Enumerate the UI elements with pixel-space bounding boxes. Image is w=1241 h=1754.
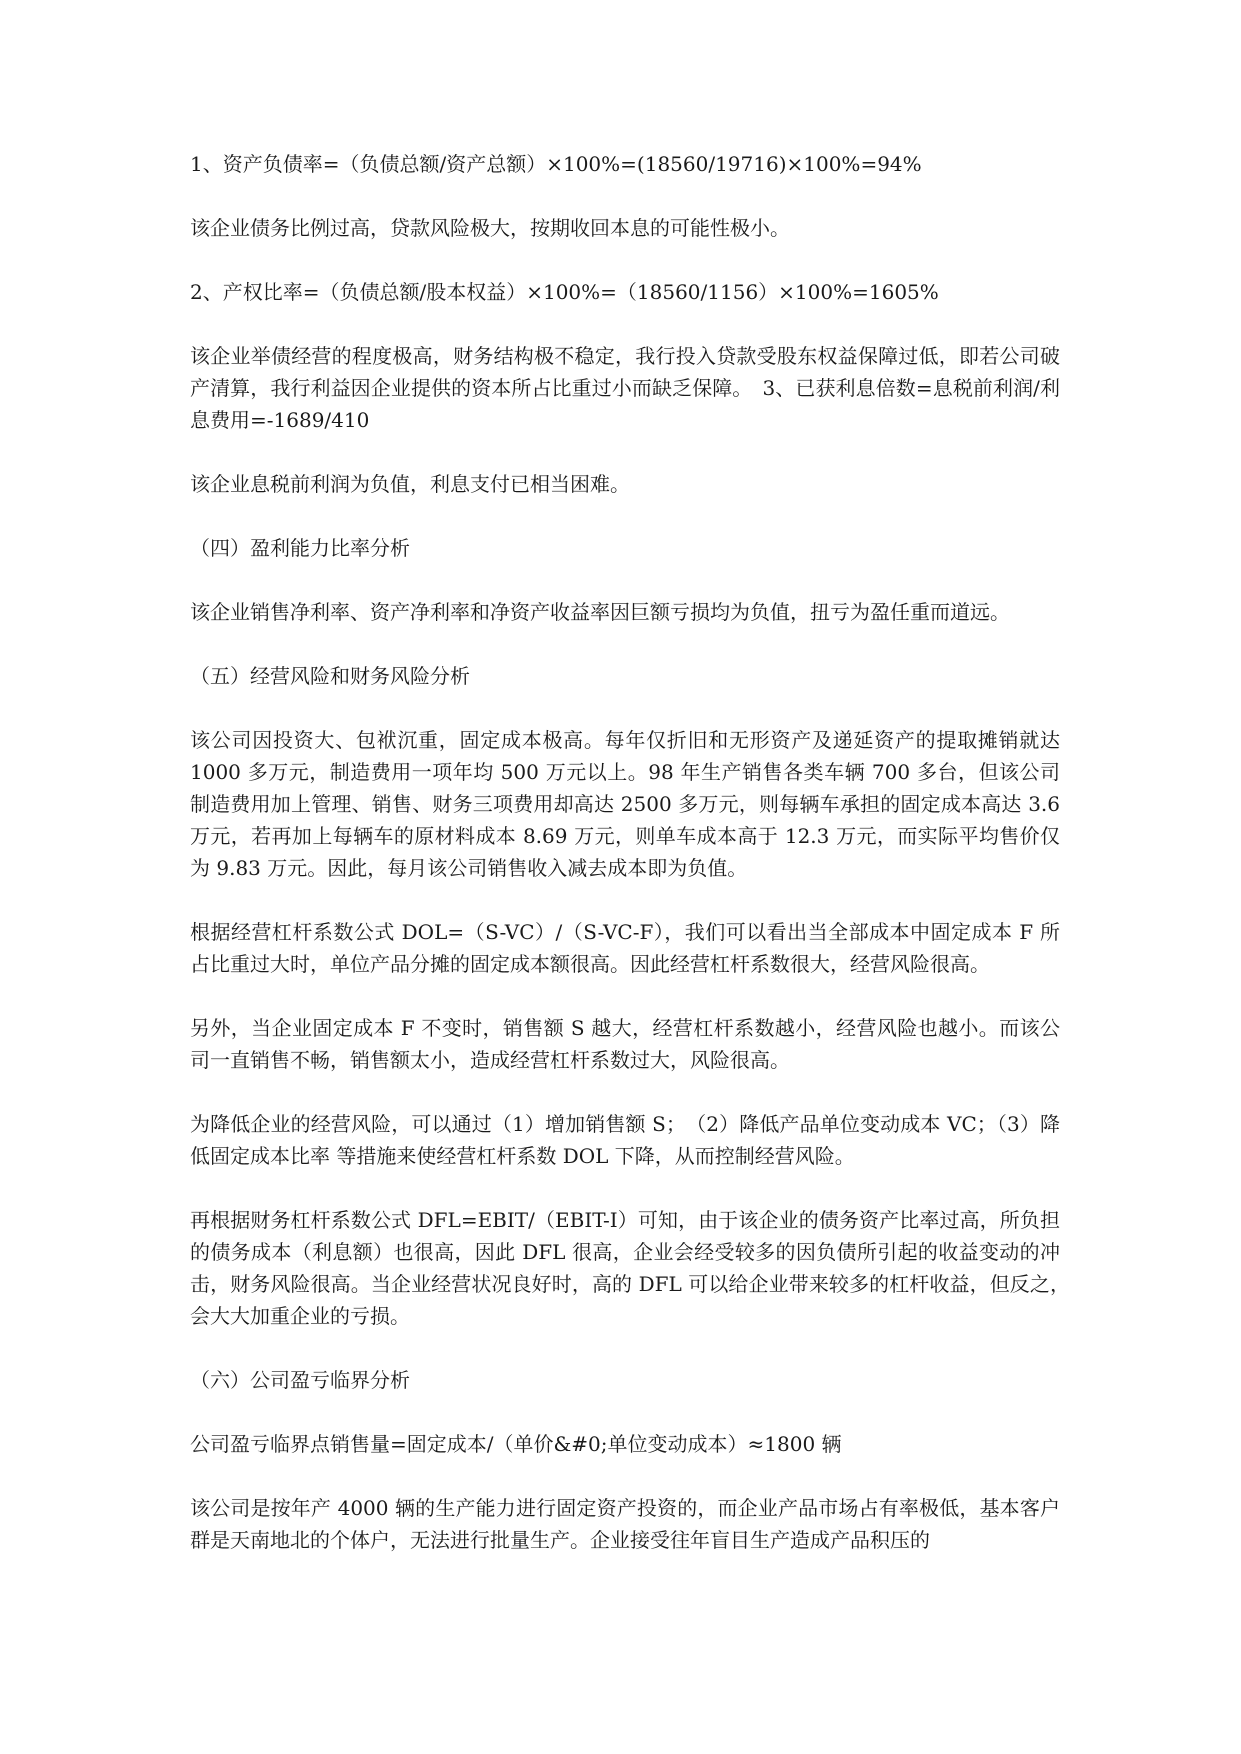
- paragraph-profitability: 该企业销售净利率、资产净利率和净资产收益率因巨额亏损均为负值，扭亏为盈任重而道远。: [190, 600, 1010, 624]
- section-heading-breakeven: （六）公司盈亏临界分析: [190, 1368, 410, 1392]
- paragraph-equity-ratio: 2、产权比率=（负债总额/股本权益）×100%=（18560/1156）×100%=1605%: [190, 280, 939, 304]
- paragraph-dol-explanation: 另外，当企业固定成本 F 不变时，销售额 S 越大，经营杠杆系数越小，经营风险也越小。而该公司一直销售不畅，销售额太小，造成经营杠杆系数过大，风险很高。: [190, 1016, 1060, 1072]
- paragraph-dol-formula: 根据经营杠杆系数公式 DOL=（S-VC）/（S-VC-F），我们可以看出当全部成本中固定成本 F 所占比重过大时，单位产品分摊的固定成本额很高。因此经营杠杆系数很大，经营风险很高。: [190, 920, 1060, 976]
- paragraph-breakeven-formula: 公司盈亏临界点销售量=固定成本/（单价&#0;单位变动成本）≈1800 辆: [190, 1432, 842, 1456]
- paragraph-reduce-risk: 为降低企业的经营风险，可以通过（1）增加销售额 S； （2）降低产品单位变动成本 VC；（3）降低固定成本比率 等措施来使经营杠杆系数 DOL 下降，从而控制经营风险。: [190, 1112, 1060, 1168]
- paragraph-debt-ratio-comment: 该企业债务比例过高，贷款风险极大，按期收回本息的可能性极小。: [190, 216, 790, 240]
- paragraph-fixed-cost: 该公司因投资大、包袱沉重，固定成本极高。每年仅折旧和无形资产及递延资产的提取摊销就达 1000 多万元，制造费用一项年均 500 万元以上。98 年生产销售各类车辆 700 多台，但该公司制造费用加上管理、销售、财务三项费用却高达 2500 多万元，则每辆车承担的固定成本高达 3.6 万元，若再加上每辆车的原材料成本 8.69 万元，则单车成本高于 12.3 万元，而实际平均售价仅为 9.83 万元。因此，每月该公司销售收入减去成本即为负值。: [190, 728, 1060, 880]
- paragraph-interest-comment: 该企业息税前利润为负值，利息支付已相当困难。: [190, 472, 630, 496]
- paragraph-equity-ratio-comment: 该企业举债经营的程度极高，财务结构极不稳定，我行投入贷款受股东权益保障过低，即若公司破产清算，我行利益因企业提供的资本所占比重过小而缺乏保障。 3、已获利息倍数=息税前利润/利息费用=-1689/410: [190, 344, 1060, 432]
- paragraph-debt-ratio: 1、资产负债率=（负债总额/资产总额）×100%=(18560/19716)×100%=94%: [190, 152, 922, 176]
- paragraph-capacity: 该公司是按年产 4000 辆的生产能力进行固定资产投资的，而企业产品市场占有率极低，基本客户群是天南地北的个体户，无法进行批量生产。企业接受往年盲目生产造成产品积压的: [190, 1496, 1060, 1552]
- paragraph-dfl-formula: 再根据财务杠杆系数公式 DFL=EBIT/（EBIT-I）可知，由于该企业的债务资产比率过高，所负担的债务成本（利息额）也很高，因此 DFL 很高，企业会经受较多的因负债所引起的收益变动的冲击，财务风险很高。当企业经营状况良好时，高的 DFL 可以给企业带来较多的杠杆收益，但反之， 会大大加重企业的亏损。: [190, 1208, 1080, 1328]
- document-body: [190, 148, 1080, 1588]
- section-heading-risk: （五）经营风险和财务风险分析: [190, 664, 470, 688]
- section-heading-profitability: （四）盈利能力比率分析: [190, 536, 410, 560]
